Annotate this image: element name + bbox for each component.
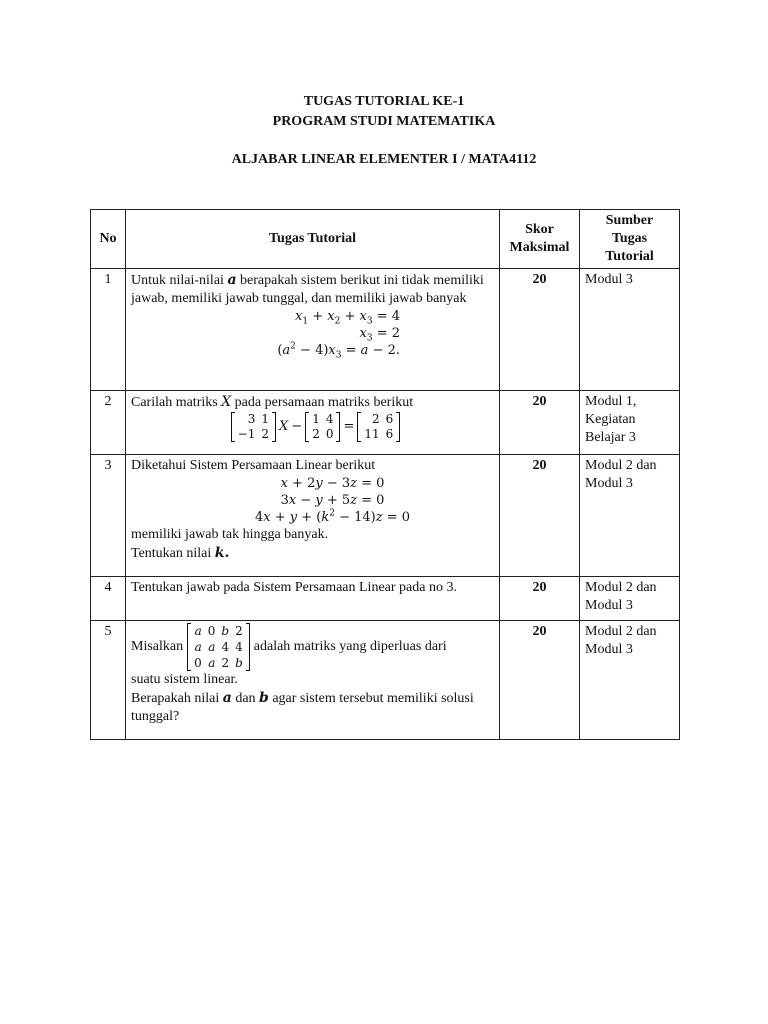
table-row: [91, 577, 680, 621]
var-b: b: [259, 690, 269, 706]
header-score-line1: Skor: [525, 222, 554, 237]
header-source-line3: Tutorial: [605, 249, 654, 264]
task-cell: [126, 455, 500, 577]
task-text: Diketahui Sistem Persamaan Linear berikut: [131, 458, 376, 473]
matrix-a: 3 1 −1 2: [231, 412, 276, 442]
task-cell: [126, 269, 500, 391]
augmented-matrix: a 0 b 2 a a 4 4 0 a 2 b: [187, 623, 250, 671]
var-a: a: [227, 272, 237, 288]
table-header-row: [91, 210, 680, 269]
header-source-line2: Tugas: [611, 231, 648, 246]
row-number: 3: [91, 455, 126, 577]
equation-3: $4x + y + (k^2 - 14)z = 0$: [254, 508, 411, 525]
task-text: Misalkan a 0 b 2 a a 4 4 0 a 2 b adalah matriks yang diperluas dari: [131, 624, 447, 670]
matrix-equation: 3 1 −1 2 X − 1 4 2 0 = 2 6 11 6: [137, 412, 494, 442]
program-name: PROGRAM STUDI MATEMATIKA: [272, 114, 496, 129]
table-row: [91, 391, 680, 455]
course-name: ALJABAR LINEAR ELEMENTER I / MATA4112: [231, 152, 537, 167]
task-cell: [126, 621, 500, 740]
header-source: [580, 210, 680, 269]
source-cell: Modul 2 dan Modul 3: [580, 455, 680, 577]
tutorial-task-table: [90, 209, 680, 740]
header-source-line1: Sumber: [605, 213, 654, 228]
matrix-b: 1 4 2 0: [305, 412, 340, 442]
header-no: No: [91, 210, 126, 269]
header-task: Tugas Tutorial: [126, 210, 500, 269]
score-cell: 20: [500, 577, 580, 621]
equation-1: $x_1 + x_2 + x_3 = 4$: [294, 309, 400, 327]
table-row: [91, 621, 680, 740]
score-cell: 20: [500, 455, 580, 577]
task-cell: [126, 391, 500, 455]
task-text-2: memiliki jawab tak hingga banyak.: [131, 527, 329, 542]
row-number: 1: [91, 269, 126, 391]
table-row: [91, 269, 680, 391]
row-number: 5: [91, 621, 126, 740]
equation-2: 3x − y + 5z = 0: [280, 493, 385, 508]
task-text: Untuk nilai-nilai a berapakah sistem berikut ini tidak memiliki jawab, memiliki jawab tunggal, dan memiliki jawab banyak: [131, 272, 484, 306]
task-text-3: Berapakah nilai a dan b agar sistem tersebut memiliki solusi tunggal?: [131, 690, 474, 724]
source-cell: Modul 1, Kegiatan Belajar 3: [580, 391, 680, 455]
source-cell: Modul 2 dan Modul 3: [580, 621, 680, 740]
score-cell: 20: [500, 269, 580, 391]
row-number: 4: [91, 577, 126, 621]
row-number: 2: [91, 391, 126, 455]
header-score: [500, 210, 580, 269]
source-cell: Modul 2 dan Modul 3: [580, 577, 680, 621]
task-text-2: suatu sistem linear.: [131, 672, 238, 687]
task-cell: Tentukan jawab pada Sistem Persamaan Linear pada no 3.: [126, 577, 500, 621]
equation-system: [171, 475, 494, 526]
header-score-line2: Maksimal: [509, 240, 570, 255]
var-a: a: [222, 690, 232, 706]
equation-3: $(a^2 - 4)x_3 = a - 2$.: [277, 341, 400, 361]
document-title: TUGAS TUTORIAL KE-1: [303, 94, 465, 109]
equation-1: x + 2y − 3z = 0: [280, 476, 385, 491]
equation-system: [131, 308, 494, 359]
task-text: Carilah matriks X pada persamaan matriks berikut: [131, 394, 414, 410]
score-cell: 20: [500, 391, 580, 455]
matrix-c: 2 6 11 6: [357, 412, 400, 442]
var-k: k.: [214, 545, 230, 561]
task-text-3: Tentukan nilai k.: [131, 545, 230, 561]
table-row: [91, 455, 680, 577]
equation-2: $x_3 = 2$: [359, 326, 400, 344]
score-cell: 20: [500, 621, 580, 740]
var-x: X: [221, 394, 232, 410]
source-cell: Modul 3: [580, 269, 680, 391]
